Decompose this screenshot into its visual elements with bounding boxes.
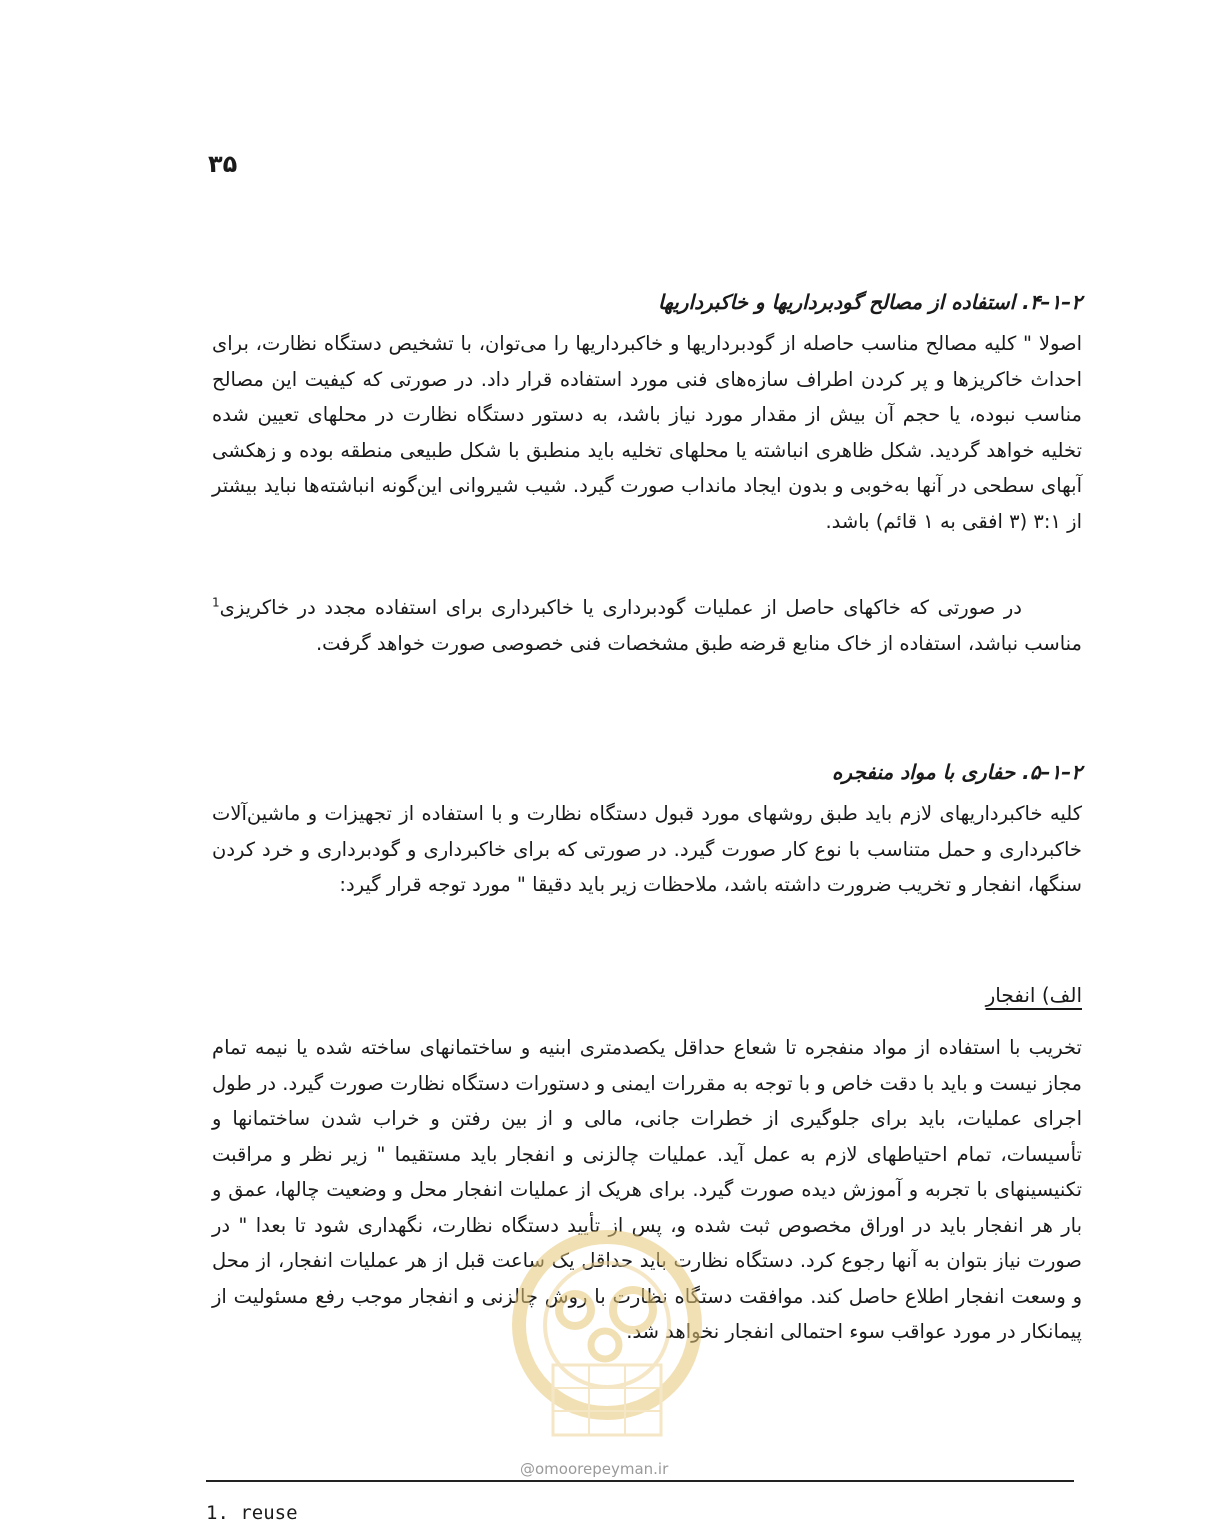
footnote-marker: 1 — [212, 595, 220, 610]
section-4-paragraph-1: اصولا " کلیه مصالح مناسب حاصله از گودبرداریها و خاکبرداریها را می‌توان، با تشخیص دستگاه نظارت، برای احداث خاکریزها و پر کردن اطراف سازه‌های فنی مورد استفاده قرار داد. در صورتی که کیفیت این مصالح مناسب نبوده، یا حجم آن بیش از مقدار مورد نیاز باشد، به دستور دستگاه نظارت در محلهای تعیین شده تخلیه خواهد گردید. شکل ظاهری انباشته یا محلهای تخلیه باید منطبق با شکل طبیعی منطقه بوده و زهکشی آبهای سطحی در آنها به‌خوبی و بدون ایجاد مانداب صورت گیرد. شیب شیروانی این‌گونه انباشته‌ها نباید بیشتر از ۳:۱ (۳ افقی به ۱ قائم) باشد. — [212, 332, 1082, 533]
section-4-paragraph-2-before: در صورتی که خاکهای حاصل از عملیات گودبرداری یا خاکبرداری برای استفاده مجدد در خاکریزی — [219, 596, 1022, 619]
section-5-heading: ۲–۱–۵. حفاری با مواد منفجره — [831, 760, 1082, 784]
section-4-paragraph-2 — [212, 590, 1082, 661]
footnote-text: 1. reuse — [206, 1502, 298, 1524]
section-4-paragraph-2-after: مناسب نباشد، استفاده از خاک منابع قرضه طبق مشخصات فنی خصوصی صورت خواهد گرفت. — [315, 631, 1082, 655]
subsection-explosion-heading — [212, 983, 1082, 1007]
footnote-divider — [206, 1480, 1074, 1482]
watermark-text: @omoorepeyman.ir — [520, 1460, 669, 1478]
section-5-paragraph-1: کلیه خاکبرداریهای لازم باید طبق روشهای مورد قبول دستگاه نظارت و با استفاده از تجهیزات و ماشین‌آلات خاکبرداری و حمل متناسب با نوع کار صورت گیرد. در صورتی که برای خاکبرداری و گودبرداری و خرد کردن سنگها، انفجار و تخریب ضرورت داشته باشد، ملاحظات زیر باید دقیقا " مورد توجه قرار گیرد: — [212, 802, 1082, 896]
section-4-heading: ۲–۱–۴. استفاده از مصالح گودبرداریها و خاکبرداریها — [657, 290, 1082, 314]
page-number: ۳۵ — [208, 150, 238, 178]
subsection-explosion-label: الف) انفجار — [985, 983, 1082, 1007]
section-5-paragraph-2: تخریب با استفاده از مواد منفجره تا شعاع حداقل یکصدمتری ابنیه و ساختمانهای ساخته شده یا نیمه تمام مجاز نیست و باید با دقت خاص و با توجه به مقررات ایمنی و دستورات دستگاه نظارت صورت گیرد. در طول اجرای عملیات، باید برای جلوگیری از خطرات جانی، مالی و از بین رفتن و خراب شدن ساختمانها و تأسیسات، تمام احتیاطهای لازم به عمل آید. عملیات چالزنی و انفجار باید مستقیما " زیر نظر و مراقبت تکنیسینهای با تجربه و آموزش دیده صورت گیرد. برای هریک از عملیات انفجار محل و وضعیت چالها، عمق و بار هر انفجار باید در اوراق مخصوص ثبت شده و، پس از تأیید دستگاه نظارت، نگهداری شود تا بعدا " در صورت نیاز بتوان به آنها رجوع کرد. دستگاه نظارت باید حداقل یک ساعت قبل از هر عملیات انفجار، از محل و وسعت انفجار اطلاع حاصل کند. موافقت دستگاه نظارت با روش چالزنی و انفجار موجب رفع مسئولیت از پیمانکار در مورد عواقب سوء احتمالی انفجار نخواهد شد. — [212, 1036, 1082, 1343]
